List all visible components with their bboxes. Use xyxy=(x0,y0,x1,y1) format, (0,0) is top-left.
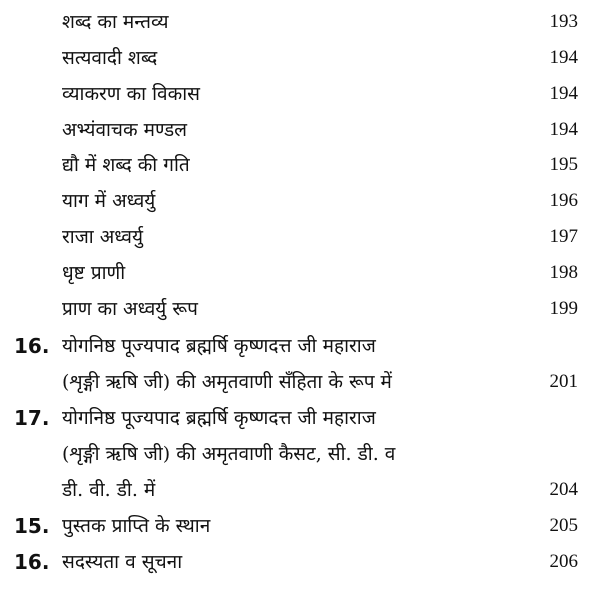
toc-entry-number: 16. xyxy=(14,334,50,358)
toc-entry-page: 199 xyxy=(549,298,578,319)
toc-entry xyxy=(0,150,600,180)
toc-entry-continuation xyxy=(0,439,600,469)
toc-entry xyxy=(0,43,600,73)
toc-entry-page: 198 xyxy=(549,262,578,283)
toc-entry-title: (शृङ्गी ऋषि जी) की अमृतवाणी कैसट, सी. डी. व xyxy=(62,443,396,465)
toc-entry xyxy=(0,331,600,361)
toc-entry xyxy=(0,115,600,145)
toc-entry-title: सत्यवादी शब्द xyxy=(62,47,158,69)
toc-entry-title: अभ्यंवाचक मण्डल xyxy=(62,119,188,141)
toc-entry-title: प्राण का अध्वर्यु रूप xyxy=(62,298,198,320)
toc-entry-page: 196 xyxy=(549,190,578,211)
toc-entry-page: 194 xyxy=(549,119,578,140)
toc-entry-title: योगनिष्ठ पूज्यपाद ब्रह्मर्षि कृष्णदत्त जी महाराज xyxy=(62,335,376,357)
toc-entry xyxy=(0,222,600,252)
toc-entry xyxy=(0,79,600,109)
toc-entry-title: योगनिष्ठ पूज्यपाद ब्रह्मर्षि कृष्णदत्त जी महाराज xyxy=(62,407,376,429)
toc-entry-title: द्यौ में शब्द की गति xyxy=(62,154,190,176)
toc-entry-number: 16. xyxy=(14,550,50,574)
toc-entry xyxy=(0,258,600,288)
toc-entry-title: सदस्यता व सूचना xyxy=(62,551,183,573)
toc-entry-page: 195 xyxy=(549,154,578,175)
toc-entry-page: 204 xyxy=(549,479,578,500)
toc-entry-title: (शृङ्गी ऋषि जी) की अमृतवाणी सँहिता के रूप में xyxy=(62,371,392,393)
toc-entry-title: डी. वी. डी. में xyxy=(62,479,156,501)
toc-entry-page: 201 xyxy=(549,371,578,392)
toc-entry-title: राजा अध्वर्यु xyxy=(62,226,143,248)
toc-entry-number: 17. xyxy=(14,406,50,430)
toc-entry-number: 15. xyxy=(14,514,50,538)
toc-entry xyxy=(0,186,600,216)
toc-entry-continuation xyxy=(0,475,600,505)
toc-entry xyxy=(0,294,600,324)
toc-entry-title: धृष्ट प्राणी xyxy=(62,262,126,284)
toc-entry xyxy=(0,511,600,541)
toc-entry-title: पुस्तक प्राप्ति के स्थान xyxy=(62,515,211,537)
toc-entry-page: 205 xyxy=(549,515,578,536)
toc-entry-title: व्याकरण का विकास xyxy=(62,83,200,105)
toc-entry-page: 193 xyxy=(549,11,578,32)
toc-entry xyxy=(0,547,600,577)
toc-entry-page: 206 xyxy=(549,551,578,572)
toc-entry-page: 197 xyxy=(549,226,578,247)
toc-entry xyxy=(0,7,600,37)
toc-entry-page: 194 xyxy=(549,47,578,68)
toc-entry xyxy=(0,403,600,433)
toc-entry-page: 194 xyxy=(549,83,578,104)
toc-entry-continuation xyxy=(0,367,600,397)
toc-entry-title: शब्द का मन्तव्य xyxy=(62,11,169,33)
toc-entry-title: याग में अध्वर्यु xyxy=(62,190,156,212)
